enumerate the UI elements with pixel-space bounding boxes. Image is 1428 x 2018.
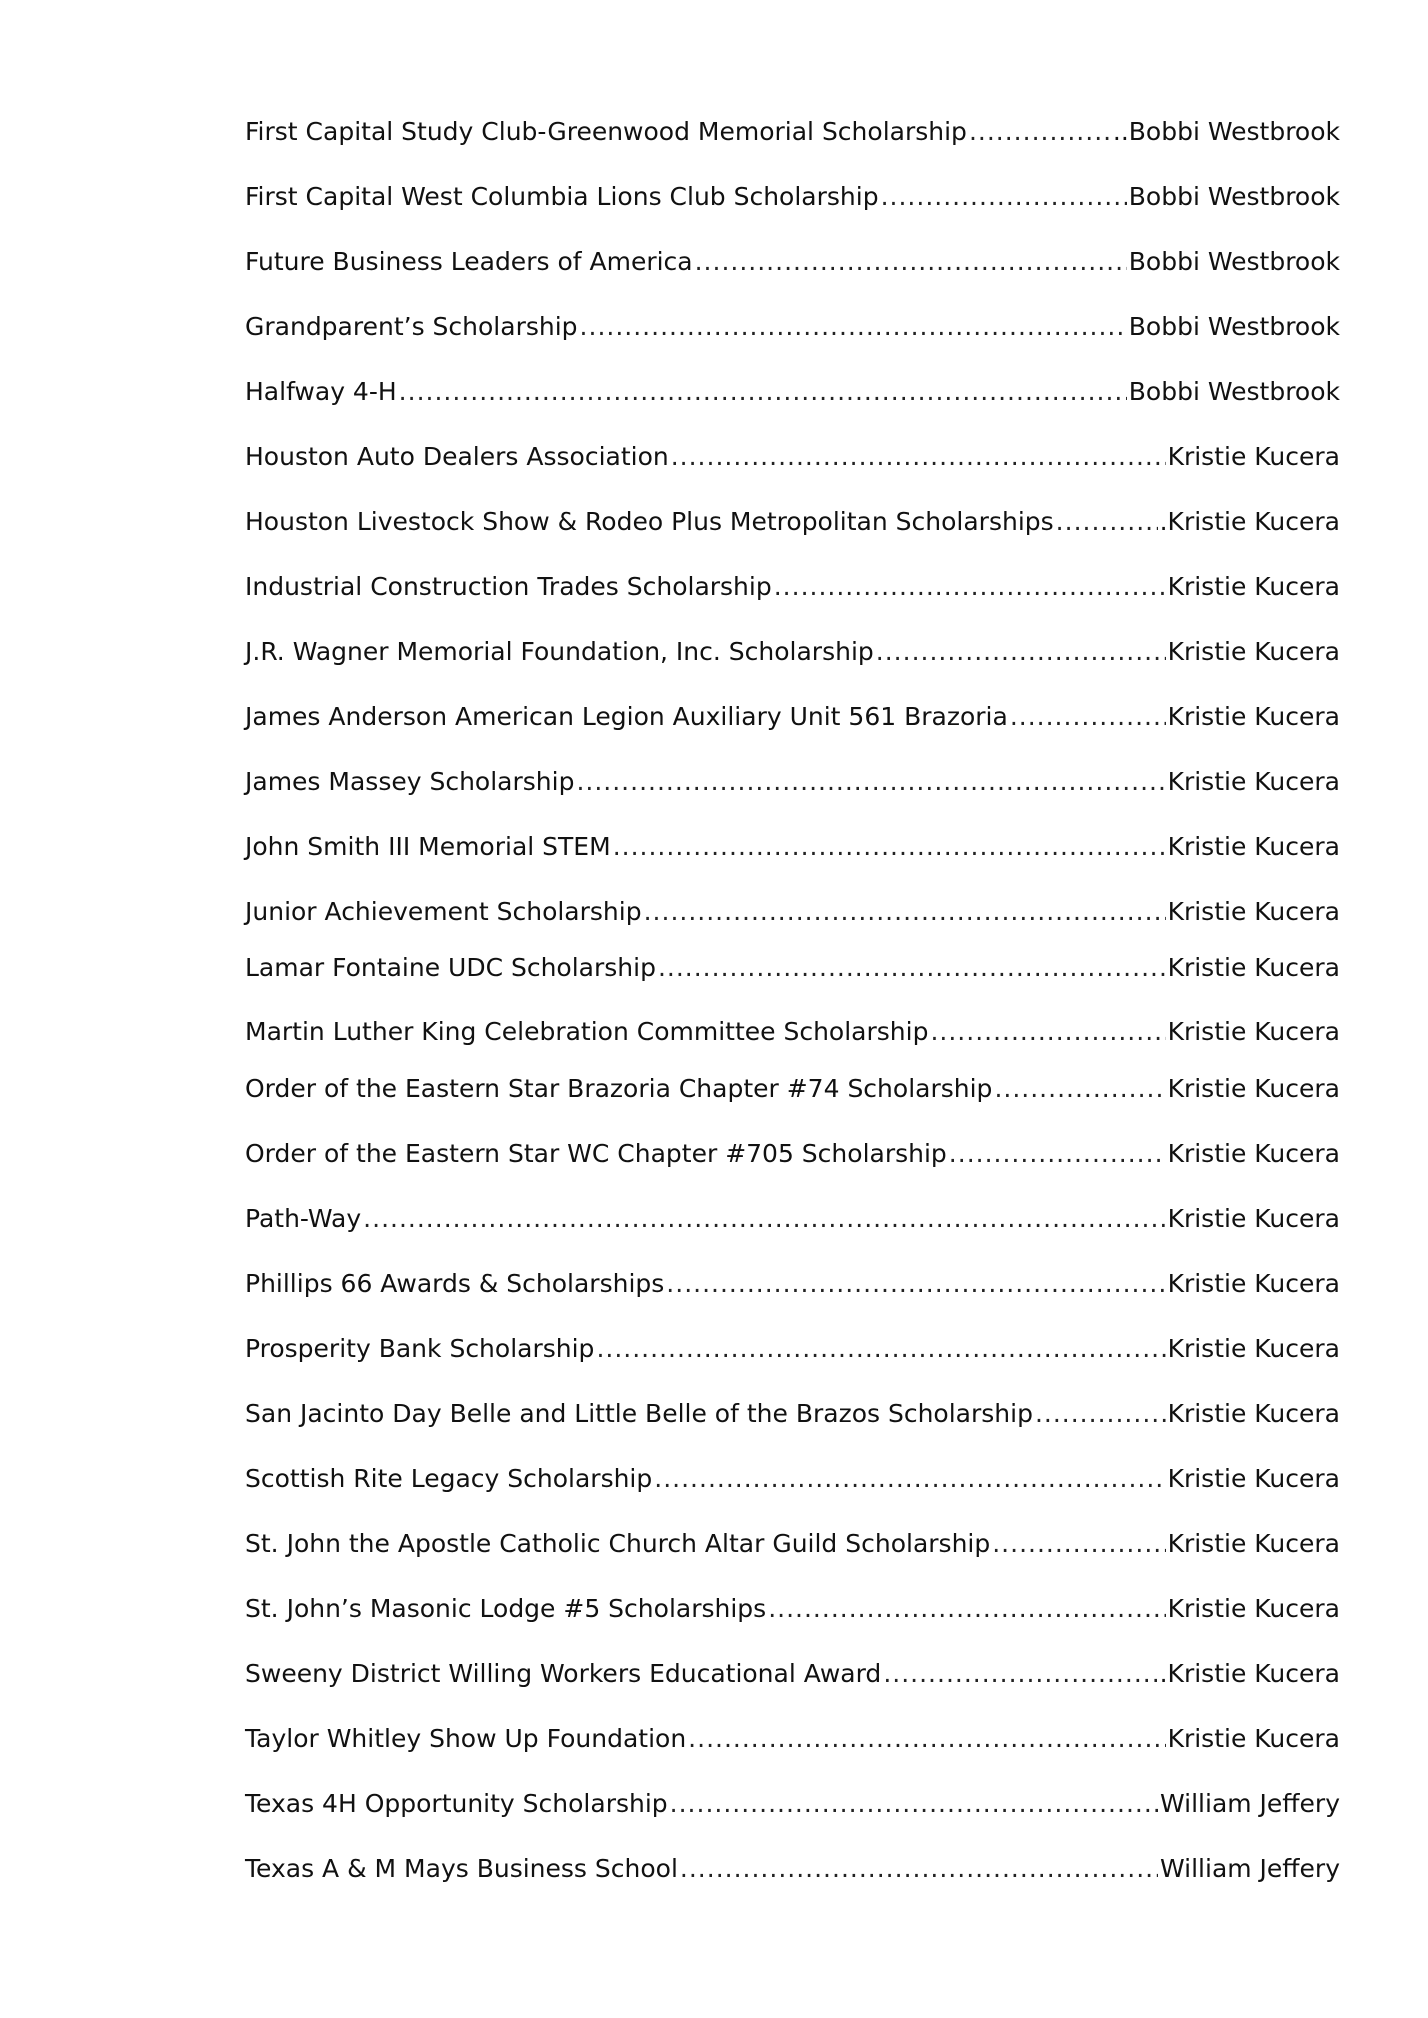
dot-leader xyxy=(774,567,1166,607)
scholarship-name: Industrial Construction Trades Scholarship xyxy=(245,572,772,601)
list-item xyxy=(245,437,1340,477)
list-item xyxy=(245,1199,1340,1239)
contact-name: .Kristie Kucera xyxy=(1159,507,1340,536)
dot-leader xyxy=(1010,697,1166,737)
contact-name: Kristie Kucera xyxy=(1167,1399,1340,1428)
list-item xyxy=(245,697,1340,737)
dot-leader xyxy=(992,1524,1165,1564)
list-item xyxy=(245,1459,1340,1499)
contact-name: ..Bobbi Westbrook xyxy=(1112,117,1340,146)
scholarship-name: Texas 4H Opportunity Scholarship xyxy=(245,1789,668,1818)
scholarship-name: Junior Achievement Scholarship xyxy=(245,897,642,926)
list-item xyxy=(245,1524,1340,1564)
scholarship-name: Future Business Leaders of America xyxy=(245,247,693,276)
list-item xyxy=(245,1329,1340,1369)
contact-name: Kristie Kucera xyxy=(1167,1017,1340,1046)
contact-name: Kristie Kucera xyxy=(1167,1204,1340,1233)
list-item xyxy=(245,177,1340,217)
scholarship-name: Houston Auto Dealers Association xyxy=(245,442,669,471)
scholarship-name: Path-Way xyxy=(245,1204,362,1233)
contact-name: Kristie Kucera xyxy=(1167,442,1340,471)
dot-leader xyxy=(883,1654,1157,1694)
contact-name: Kristie Kucera xyxy=(1167,1139,1340,1168)
dot-leader xyxy=(881,177,1127,217)
contact-name: William Jeffery xyxy=(1159,1789,1340,1818)
scholarship-name: James Massey Scholarship xyxy=(245,767,575,796)
dot-leader xyxy=(1056,502,1158,542)
contact-name: Kristie Kucera xyxy=(1167,637,1340,666)
dot-leader xyxy=(644,892,1166,932)
list-item xyxy=(245,1264,1340,1304)
scholarship-name: Taylor Whitley Show Up Foundation xyxy=(245,1724,687,1753)
scholarship-name: Houston Livestock Show & Rodeo Plus Metropolitan Scholarships xyxy=(245,507,1054,536)
contact-name: Kristie Kucera xyxy=(1167,1269,1340,1298)
dot-leader xyxy=(654,1459,1165,1499)
contact-name: Kristie Kucera xyxy=(1167,1594,1340,1623)
scholarship-name: St. John the Apostle Catholic Church Altar Guild Scholarship xyxy=(245,1529,991,1558)
scholarship-name: Sweeny District Willing Workers Educational Award xyxy=(245,1659,882,1688)
list-item xyxy=(245,1134,1340,1174)
scholarship-name: San Jacinto Day Belle and Little Belle of the Brazos Scholarship xyxy=(245,1399,1033,1428)
list-item xyxy=(245,632,1340,672)
contact-name: Kristie Kucera xyxy=(1167,897,1340,926)
contact-name: Kristie Kucera xyxy=(1167,1074,1340,1103)
contact-name: Kristie Kucera xyxy=(1167,1724,1340,1753)
dot-leader xyxy=(680,1849,1158,1889)
scholarship-name: J.R. Wagner Memorial Foundation, Inc. Scholarship xyxy=(245,637,874,666)
contact-name: Kristie Kucera xyxy=(1167,1334,1340,1363)
list-item xyxy=(245,762,1340,802)
contact-name: Kristie Kucera xyxy=(1167,953,1340,982)
list-item xyxy=(245,112,1340,152)
dot-leader xyxy=(399,372,1127,412)
contact-name: Kristie Kucera xyxy=(1167,1464,1340,1493)
list-item xyxy=(245,1849,1340,1889)
contact-name: Kristie Kucera xyxy=(1167,572,1340,601)
scholarship-name: Martin Luther King Celebration Committee Scholarship xyxy=(245,1017,929,1046)
contact-name: Kristie Kucera xyxy=(1167,832,1340,861)
scholarship-name: Phillips 66 Awards & Scholarships xyxy=(245,1269,665,1298)
list-item xyxy=(245,1654,1340,1694)
scholarship-name: First Capital West Columbia Lions Club Scholarship xyxy=(245,182,879,211)
dot-leader xyxy=(613,827,1166,867)
scholarship-name: Halfway 4-H xyxy=(245,377,397,406)
list-item xyxy=(245,1784,1340,1824)
contact-name: Bobbi Westbrook xyxy=(1128,312,1340,341)
list-item xyxy=(245,502,1340,542)
scholarship-name: Texas A & M Mays Business School xyxy=(245,1854,678,1883)
dot-leader xyxy=(949,1134,1166,1174)
scholarship-name: Lamar Fontaine UDC Scholarship xyxy=(245,953,656,982)
dot-leader xyxy=(670,1784,1158,1824)
dot-leader xyxy=(671,437,1166,477)
dot-leader xyxy=(930,1012,1165,1052)
dot-leader xyxy=(576,762,1165,802)
list-item xyxy=(245,1719,1340,1759)
contact-name: Kristie Kucera xyxy=(1167,767,1340,796)
dot-leader xyxy=(969,112,1111,152)
list-item xyxy=(245,1012,1340,1052)
list-item xyxy=(245,1394,1340,1434)
scholarship-name: Grandparent’s Scholarship xyxy=(245,312,578,341)
dot-leader xyxy=(994,1069,1165,1109)
contact-name: Bobbi Westbrook xyxy=(1128,377,1340,406)
dot-leader xyxy=(688,1719,1165,1759)
list-item xyxy=(245,567,1340,607)
scholarship-name: Scottish Rite Legacy Scholarship xyxy=(245,1464,653,1493)
dot-leader xyxy=(1035,1394,1166,1434)
list-item xyxy=(245,1589,1340,1629)
scholarship-name: Prosperity Bank Scholarship xyxy=(245,1334,595,1363)
contact-name: Bobbi Westbrook xyxy=(1128,247,1340,276)
list-item xyxy=(245,242,1340,282)
scholarship-name: First Capital Study Club-Greenwood Memorial Scholarship xyxy=(245,117,967,146)
dot-leader xyxy=(666,1264,1165,1304)
dot-leader xyxy=(596,1329,1165,1369)
dot-leader xyxy=(768,1589,1165,1629)
contact-name: William Jeffery xyxy=(1159,1854,1340,1883)
list-item xyxy=(245,1069,1340,1109)
list-item xyxy=(245,827,1340,867)
scholarship-name: St. John’s Masonic Lodge #5 Scholarships xyxy=(245,1594,767,1623)
dot-leader xyxy=(658,948,1166,988)
dot-leader xyxy=(695,242,1127,282)
scholarship-name: John Smith III Memorial STEM xyxy=(245,832,611,861)
scholarship-name: James Anderson American Legion Auxiliary Unit 561 Brazoria xyxy=(245,702,1008,731)
scholarship-name: Order of the Eastern Star Brazoria Chapter #74 Scholarship xyxy=(245,1074,993,1103)
list-item xyxy=(245,892,1340,932)
scholarship-name: Order of the Eastern Star WC Chapter #705 Scholarship xyxy=(245,1139,947,1168)
list-item xyxy=(245,372,1340,412)
list-item xyxy=(245,948,1340,988)
list-item xyxy=(245,307,1340,347)
dot-leader xyxy=(363,1199,1165,1239)
contact-name: Kristie Kucera xyxy=(1167,702,1340,731)
contact-name: Bobbi Westbrook xyxy=(1128,182,1340,211)
contact-name: .Kristie Kucera xyxy=(1159,1659,1340,1688)
dot-leader xyxy=(580,307,1127,347)
dot-leader xyxy=(876,632,1166,672)
contact-name: Kristie Kucera xyxy=(1167,1529,1340,1558)
